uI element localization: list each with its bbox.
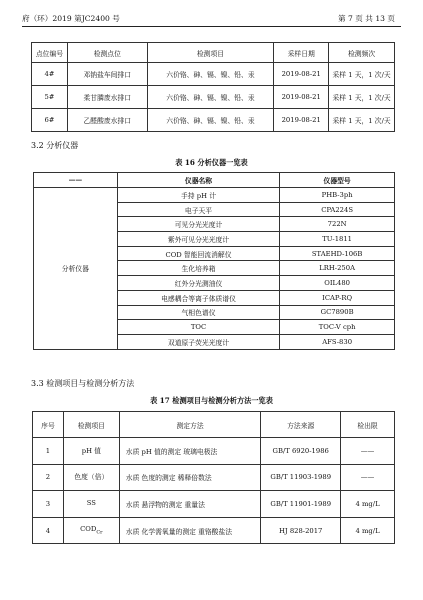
table-row — [33, 438, 395, 465]
table-row — [33, 464, 395, 491]
col-header: 序号 — [33, 412, 64, 438]
detection-limit: —— — [341, 464, 395, 491]
test-item-name: 色度（倍） — [74, 473, 109, 482]
instrument-model: STAEHD-106B — [280, 246, 395, 261]
point-name: 乙醛酸废水排口 — [67, 109, 147, 132]
page-number: 第 7 页 共 13 页 — [338, 14, 395, 23]
point-name: 柔甘膦废水排口 — [67, 86, 147, 109]
instrument-name: 红外分光测油仪 — [117, 276, 280, 291]
test-items: 六价铬、砷、镉、镍、铅、汞 — [147, 109, 274, 132]
table-row — [33, 517, 395, 544]
instrument-model: OIL480 — [280, 276, 395, 291]
page-header — [22, 0, 401, 27]
frequency: 采样 1 天，1 次/天 — [329, 109, 395, 132]
col-header: 检测项目 — [63, 412, 119, 438]
table-header-row — [32, 43, 395, 63]
test-item — [63, 438, 119, 465]
instrument-model: TOC-V cph — [280, 320, 395, 335]
test-item-name: COD — [80, 525, 97, 534]
col-header: 方法来源 — [261, 412, 341, 438]
instrument-name: 可见分光光度计 — [117, 217, 280, 232]
point-name: 邓钠盐车间排口 — [67, 63, 147, 86]
instrument-name: 手持 pH 计 — [117, 188, 280, 203]
table-caption: 表 17 检测项目与检测分析方法一览表 — [150, 396, 273, 405]
row-number: 3 — [33, 491, 64, 518]
sample-date: 2019-08-21 — [274, 109, 329, 132]
row-number: 1 — [33, 438, 64, 465]
method-source: HJ 828-2017 — [261, 517, 341, 544]
test-method: 水质 pH 值的测定 玻璃电极法 — [119, 438, 261, 465]
instrument-name: 双道原子荧光光度计 — [117, 334, 280, 349]
test-item-subscript: Cr — [96, 529, 103, 536]
method-source: GB/T 11901-1989 — [261, 491, 341, 518]
group-label: 分析仪器 — [34, 188, 118, 350]
instrument-table — [33, 172, 395, 350]
detection-limit: —— — [341, 438, 395, 465]
instrument-name: TOC — [117, 320, 280, 335]
instrument-model: 722N — [280, 217, 395, 232]
table-header-row — [34, 173, 395, 188]
instrument-name: 生化培养箱 — [117, 261, 280, 276]
detection-limit: 4 mg/L — [341, 517, 395, 544]
instrument-model: LRH-250A — [280, 261, 395, 276]
col-header: 仪器型号 — [280, 173, 395, 188]
row-number: 4 — [33, 517, 64, 544]
section-heading: 3.2 分析仪器 — [31, 141, 79, 150]
col-header: 仪器名称 — [117, 173, 280, 188]
test-method: 水质 化学需氧量的测定 重铬酸盐法 — [119, 517, 261, 544]
sample-date: 2019-08-21 — [274, 63, 329, 86]
test-items: 六价铬、砷、镉、镍、铅、汞 — [147, 63, 274, 86]
report-number: 府（环）2019 第JC2400 号 — [22, 14, 120, 23]
col-header: 检测点位 — [67, 43, 147, 63]
col-header: 采样日期 — [274, 43, 329, 63]
point-id: 4# — [32, 63, 68, 86]
test-method: 水质 色度的测定 稀释倍数法 — [119, 464, 261, 491]
table-caption: 表 16 分析仪器一览表 — [175, 158, 248, 167]
table-row — [32, 109, 395, 132]
instrument-name: COD 智能回流消解仪 — [117, 246, 280, 261]
col-header: 检测项目 — [147, 43, 274, 63]
table-row — [32, 63, 395, 86]
table-header-row — [33, 412, 395, 438]
instrument-model: AFS-830 — [280, 334, 395, 349]
instrument-name: 电感耦合等离子体质谱仪 — [117, 290, 280, 305]
method-table — [32, 411, 395, 544]
col-header: —— — [34, 173, 118, 188]
col-header: 检出限 — [341, 412, 395, 438]
col-header: 测定方法 — [119, 412, 261, 438]
test-items: 六价铬、砷、镉、镍、铅、汞 — [147, 86, 274, 109]
instrument-name: 紫外可见分光光度计 — [117, 232, 280, 247]
col-header: 点位编号 — [32, 43, 68, 63]
row-number: 2 — [33, 464, 64, 491]
point-id: 6# — [32, 109, 68, 132]
instrument-model: TU-1811 — [280, 232, 395, 247]
instrument-name: 气相色谱仪 — [117, 305, 280, 320]
instrument-model: GC7890B — [280, 305, 395, 320]
section-heading: 3.3 检测项目与检测分析方法 — [31, 379, 135, 388]
method-source: GB/T 11903-1989 — [261, 464, 341, 491]
detection-limit: 4 mg/L — [341, 491, 395, 518]
col-header: 检测频次 — [329, 43, 395, 63]
table-row — [33, 491, 395, 518]
sampling-table — [31, 42, 395, 132]
method-source: GB/T 6920-1986 — [261, 438, 341, 465]
test-item — [63, 517, 119, 544]
test-item — [63, 491, 119, 518]
point-id: 5# — [32, 86, 68, 109]
test-item-name: SS — [86, 498, 96, 507]
sample-date: 2019-08-21 — [274, 86, 329, 109]
test-item-name: pH 值 — [81, 446, 101, 455]
instrument-model: PHB-3ph — [280, 188, 395, 203]
frequency: 采样 1 天，1 次/天 — [329, 63, 395, 86]
test-item — [63, 464, 119, 491]
frequency: 采样 1 天，1 次/天 — [329, 86, 395, 109]
instrument-name: 电子天平 — [117, 202, 280, 217]
instrument-model: ICAP-RQ — [280, 290, 395, 305]
instrument-model: CPA224S — [280, 202, 395, 217]
table-row — [34, 188, 395, 203]
test-method: 水质 悬浮物的测定 重量法 — [119, 491, 261, 518]
table-row — [32, 86, 395, 109]
